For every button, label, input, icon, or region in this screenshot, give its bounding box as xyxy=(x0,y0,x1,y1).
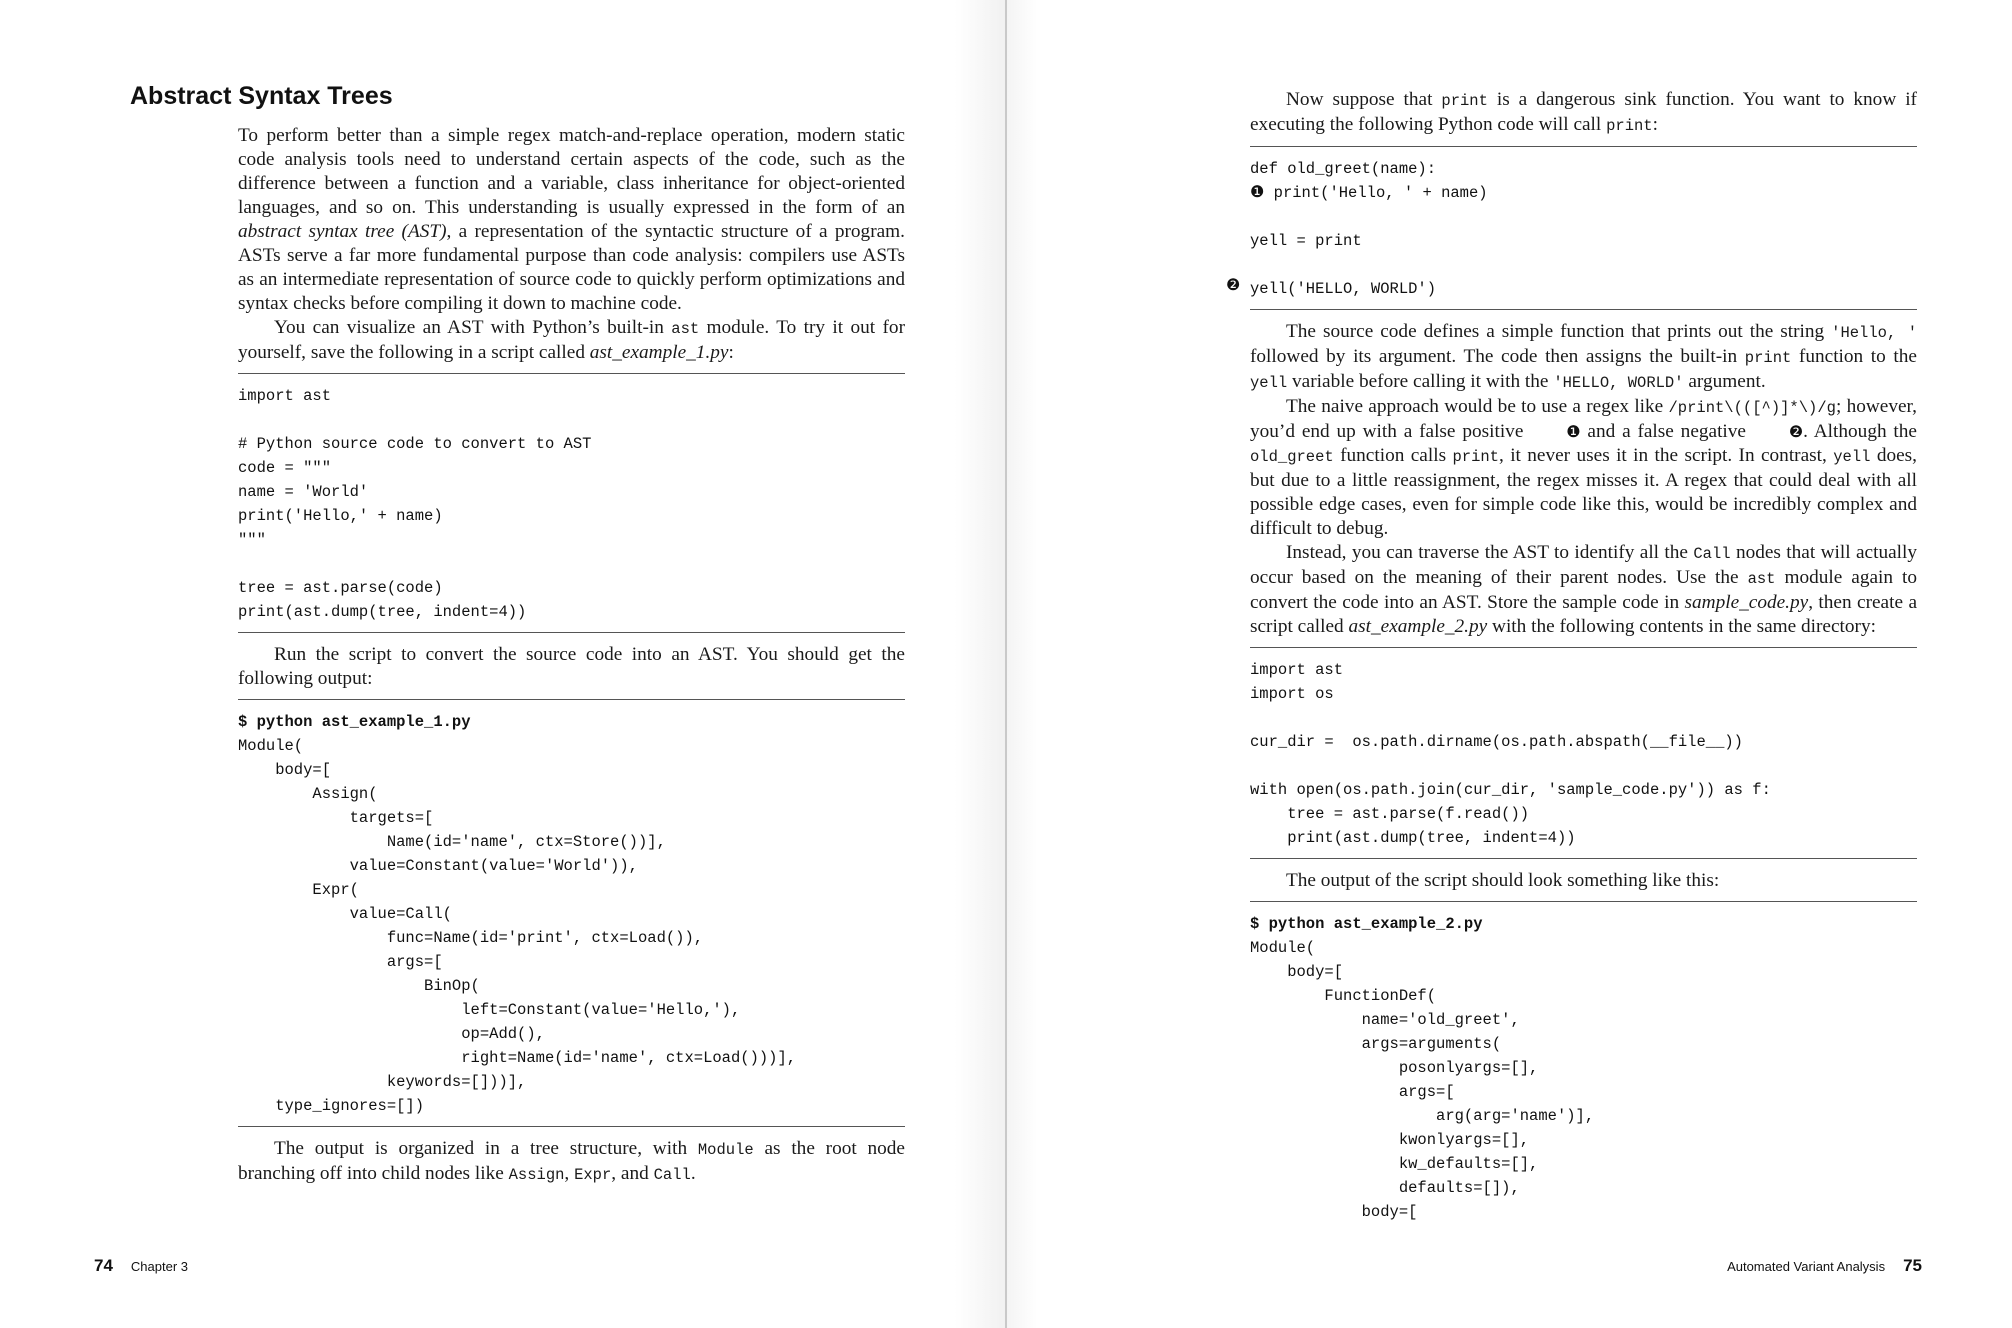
paragraph: You can visualize an AST with Python’s built-in ast module. To try it out for yourself, save the following in a script called ast_example_1.py: xyxy=(238,317,905,363)
callout-2-icon: ❷ xyxy=(1788,422,1804,441)
chapter-title-label: Automated Variant Analysis xyxy=(1727,1259,1886,1274)
shell-output: Module( body=[ Assign( targets=[ Name(id='name', ctx=Store())], value=Constant(value='World')), Expr( value=Call( func=Name(id='print', ctx=Load()), args=[ BinOp( left=Constant(value='Hello,'), op=Add(), right=Name(id='name', ctx=Load()))], keywords=[]))], type_ignores=[]) xyxy=(238,737,797,1115)
paragraph: Instead, you can traverse the AST to identify all the Call nodes that will actually occur based on the meaning of their parent nodes. Use the ast module again to convert the code into an AST. Store the sample code in sample_code.py, then create a script called ast_example_2.py with the following contents in the same directory: xyxy=(1250,542,1918,637)
shell-command: $ python ast_example_1.py xyxy=(238,713,471,731)
shell-command: $ python ast_example_2.py xyxy=(1250,915,1483,933)
left-text-column xyxy=(238,124,905,1187)
right-text-column xyxy=(1226,88,1918,1232)
code-listing: import ast # Python source code to convert to AST code = """ name = 'World' print('Hello,' + name) """ tree = ast.parse(code) print(ast.dump(tree, indent=4)) xyxy=(238,373,905,633)
page-footer xyxy=(1727,1256,1922,1276)
callout-2-icon: ❷ xyxy=(1226,275,1241,294)
paragraph: The output of the script should look something like this: xyxy=(1286,870,1720,891)
chapter-label: Chapter 3 xyxy=(130,1259,189,1274)
page-number: 75 xyxy=(1903,1256,1922,1275)
callout-1-icon: ❶ xyxy=(1250,182,1265,201)
page-number: 74 xyxy=(94,1256,113,1275)
paragraph: Run the script to convert the source code into an AST. You should get the following output: xyxy=(238,644,905,689)
code-listing-output xyxy=(1250,901,1917,1232)
paragraph: The output is organized in a tree structure, with Module as the root node branching off into child nodes like Assign, Expr, and Call. xyxy=(238,1138,905,1184)
paragraph: To perform better than a simple regex match-and-replace operation, modern static code analysis tools need to understand certain aspects of the code, such as the difference between a function and a variable, class inheritance for object-oriented languages, and so on. This understanding is usually expressed in the form of an abstract syntax tree (AST), a representation of the syntactic structure of a program. ASTs serve a far more fundamental purpose than code analysis: compilers use ASTs as an intermediate representation of source code to quickly perform optimizations and syntax checks before compiling it down to machine code. xyxy=(238,125,905,314)
right-page xyxy=(1007,0,2012,1328)
section-heading: Abstract Syntax Trees xyxy=(130,82,393,110)
code-listing: import ast import os cur_dir = os.path.dirname(os.path.abspath(__file__)) with open(os.path.join(cur_dir, 'sample_code.py')) as f: tree = ast.parse(f.read()) print(ast.dump(tree, indent=4)) xyxy=(1250,647,1917,859)
left-page xyxy=(0,0,1005,1328)
paragraph: The naive approach would be to use a regex like /print\(([^)]*\)/g; however, you’d end up with a false positive ❶ and a false negative ❷. Although the old_greet function calls print, it never uses it in the script. In contrast, yell does, but due to a little reassignment, the regex misses it. A regex that could deal with all possible edge cases, even for simple code like this, would be incredibly complex and difficult to debug. xyxy=(1250,396,1918,539)
callout-1-icon: ❶ xyxy=(1566,422,1581,441)
page-footer xyxy=(94,1256,188,1276)
paragraph: Now suppose that print is a dangerous sink function. You want to know if executing the following Python code will call print: xyxy=(1250,89,1917,135)
code-listing-output xyxy=(238,699,905,1127)
paragraph: The source code defines a simple function that prints out the string 'Hello, ' followed by its argument. The code then assigns the built-in print function to the yell variable before calling it with the 'HELLO, WORLD' argument. xyxy=(1250,321,1917,392)
shell-output: Module( body=[ FunctionDef( name='old_greet', args=arguments( posonlyargs=[], args=[ arg(arg='name')], kwonlyargs=[], kw_defaults=[], defaults=[]), body=[ xyxy=(1250,939,1595,1221)
code-listing: def old_greet(name): ❶ print('Hello, ' + name) yell = print ❷ yell('HELLO, WORLD') xyxy=(1250,146,1917,310)
